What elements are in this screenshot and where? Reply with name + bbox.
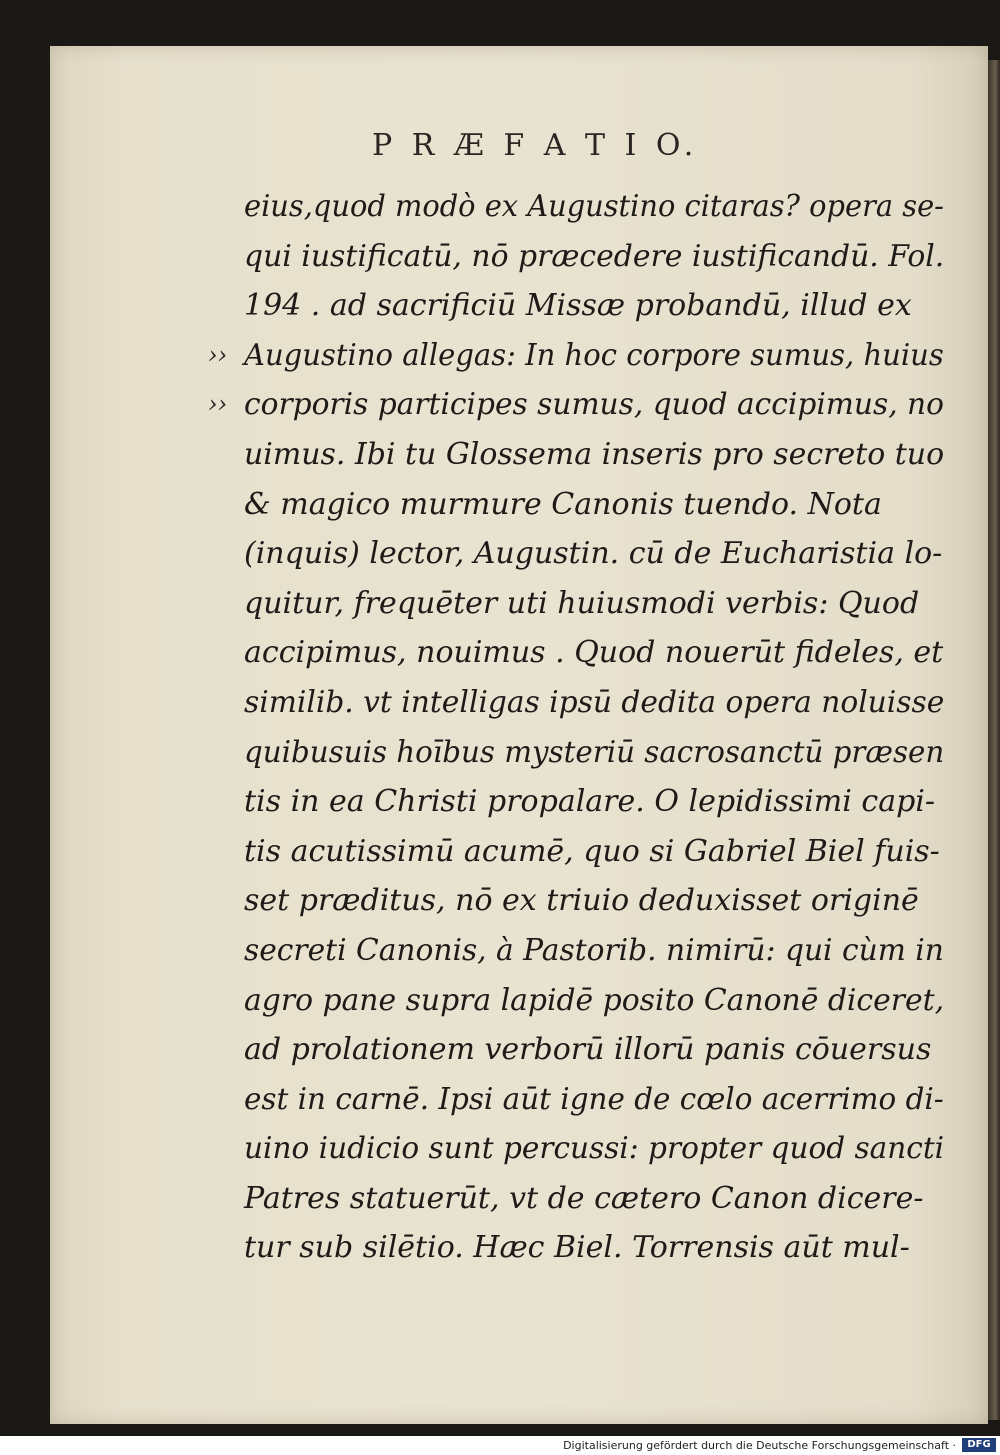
page-edge (988, 60, 1000, 1420)
text-line (208, 331, 964, 381)
text-line (244, 777, 964, 827)
quote-marker: ›› (208, 340, 228, 369)
text-line (244, 480, 964, 530)
text-line (244, 678, 964, 728)
line-text: secreti Canonis, à Pastorib. nimirū: qui cùm in (244, 932, 944, 968)
text-line (244, 976, 964, 1026)
line-text: Augustino allegas: In hoc corpore sumus, huius (244, 337, 944, 373)
line-text: corporis participes sumus, quod accipimus, no (244, 387, 944, 423)
line-text: & magico murmure Canonis tuendo. Nota (244, 486, 882, 522)
line-text: tis acutissimū acumē, quo si Gabriel Biel fuis- (244, 833, 940, 869)
text-line (208, 380, 964, 430)
running-head: P R Æ F A T I O. (372, 128, 699, 163)
text-line (244, 1124, 964, 1174)
text-line (244, 281, 964, 331)
line-text: accipimus, nouimus . Quod nouerūt fideles, et (244, 635, 944, 671)
line-text: 194 . ad sacrificiū Missæ probandū, illud ex (244, 288, 912, 324)
line-text: Patres statuerūt, vt de cætero Canon dicere- (244, 1180, 924, 1216)
line-text: eius,quod modò ex Augustino citaras? opera se- (244, 189, 944, 224)
line-text: est in carnē. Ipsi aūt igne de cœlo acerrimo di- (244, 1081, 944, 1117)
line-text: (inquis) lector, Augustin. cū de Eucharistia lo- (244, 536, 943, 572)
line-text: quitur, frequēter uti huiusmodi verbis: Quod (244, 585, 920, 621)
digitization-credit: Digitalisierung gefördert durch die Deutsche Forschungsgemeinschaft · (563, 1439, 956, 1452)
line-text: set præditus, nō ex triuio deduxisset originē (244, 883, 919, 919)
line-text: qui iustificatū, nō præcedere iustificandū. Fol. (244, 238, 945, 274)
line-text: similib. vt intelligas ipsū dedita opera noluisse (244, 684, 945, 720)
line-text: quibusuis hoībus mysteriū sacrosanctū præsen (244, 734, 945, 770)
line-text: tis in ea Christi propalare. O lepidissimi capi- (244, 784, 936, 820)
line-text: tur sub silētio. Hæc Biel. Torrensis aūt mul- (244, 1230, 910, 1266)
text-line (244, 182, 964, 232)
text-line (244, 579, 964, 629)
text-line (244, 1025, 964, 1075)
text-line (244, 628, 964, 678)
line-text: agro pane supra lapidē posito Canonē diceret, (244, 982, 945, 1018)
dfg-logo-icon: DFG (962, 1438, 996, 1452)
text-line (244, 876, 964, 926)
text-block (208, 182, 964, 1273)
line-text: uino iudicio sunt percussi: propter quod sancti (244, 1131, 945, 1167)
text-line (244, 926, 964, 976)
text-line (244, 1075, 964, 1125)
text-line (244, 728, 964, 778)
line-text: uimus. Ibi tu Glossema inseris pro secreto tuo (244, 436, 945, 472)
line-text: ad prolationem verborū illorū panis cōuersus (244, 1032, 932, 1068)
text-line (244, 529, 964, 579)
text-line (244, 430, 964, 480)
text-line (244, 827, 964, 877)
text-line (244, 232, 964, 282)
text-line (244, 1174, 964, 1224)
quote-marker: ›› (208, 390, 228, 419)
text-line (244, 1223, 964, 1273)
